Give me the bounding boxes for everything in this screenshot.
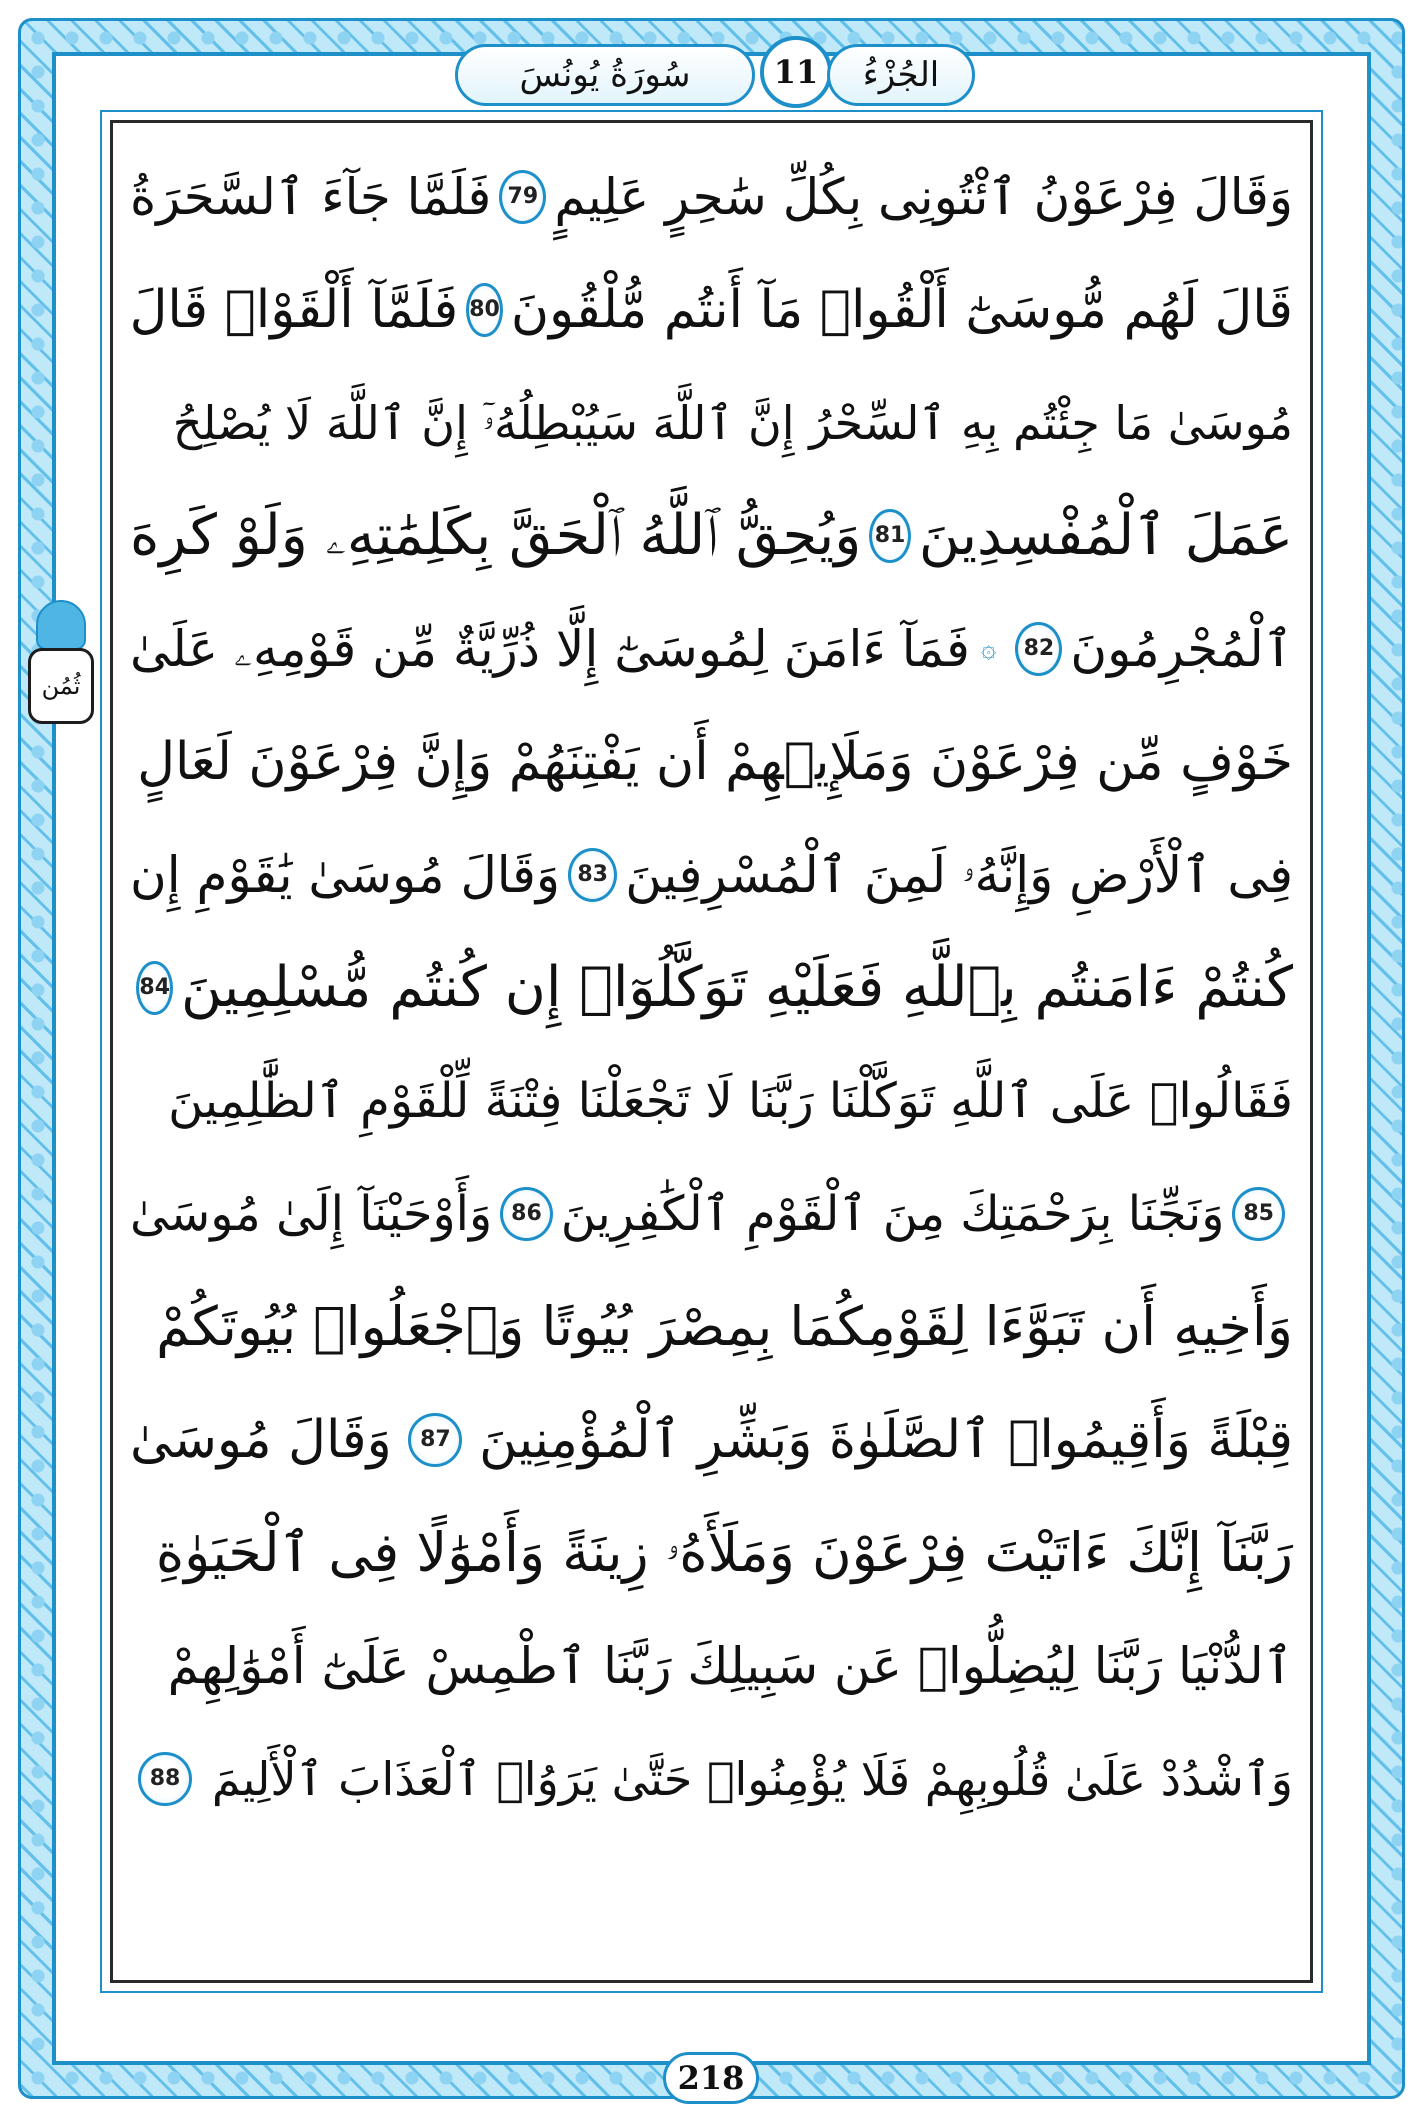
text-line bbox=[130, 1270, 1293, 1383]
ayah-number-marker: 83 bbox=[568, 848, 617, 902]
ayah-text: فَمَآ ءَامَنَ لِمُوسَىٰٓ إِلَّا ذُرِّيَّةٌ مِّن قَوْمِهِۦ عَلَىٰ bbox=[130, 619, 970, 678]
ayah-number-marker: 84 bbox=[136, 961, 173, 1015]
ayah-text: كُنتُمْ ءَامَنتُم بِٱللَّهِ فَعَلَيْهِ تَوَكَّلُوٓا۟ إِن كُنتُم مُّسْلِمِينَ bbox=[181, 954, 1293, 1020]
ayah-number-marker: 87 bbox=[408, 1413, 462, 1467]
ayah-text: وَأَخِيهِ أَن تَبَوَّءَا لِقَوْمِكُمَا بِمِصْرَ بُيُوتًا وَٱجْعَلُوا۟ بُيُوتَكُمْ bbox=[156, 1294, 1293, 1358]
text-line bbox=[130, 1044, 1293, 1157]
text-line bbox=[130, 1609, 1293, 1722]
quran-text-body bbox=[130, 140, 1293, 1835]
page-number: 218 bbox=[663, 2052, 759, 2104]
dome-ornament-icon bbox=[36, 600, 86, 650]
ayah-text: ٱلدُّنْيَا رَبَّنَا لِيُضِلُّوا۟ عَن سَبِيلِكَ رَبَّنَا ٱطْمِسْ عَلَىٰٓ أَمْوَٰلِهِمْ bbox=[167, 1636, 1293, 1695]
ayah-text: وَقَالَ مُوسَىٰ يَٰقَوْمِ إِن bbox=[130, 845, 561, 904]
ayah-number-marker: 85 bbox=[1232, 1187, 1285, 1241]
ayah-text: مُوسَىٰ مَا جِئْتُم بِهِ ٱلسِّحْرُ إِنَّ ٱللَّهَ سَيُبْطِلُهُۥٓ إِنَّ ٱللَّهَ لَا يُصْلِحُ bbox=[172, 395, 1293, 450]
ayah-text: عَمَلَ ٱلْمُفْسِدِينَ bbox=[918, 502, 1293, 568]
ayah-number-marker: 81 bbox=[869, 509, 911, 563]
ayah-text: وَقَالَ فِرْعَوْنُ ٱئْتُونِى بِكُلِّ سَٰحِرٍ عَلِيمٍ bbox=[554, 167, 1293, 226]
ayah-text: فَلَمَّآ أَلْقَوْا۟ قَالَ bbox=[129, 279, 459, 340]
juz-number-badge: 11 bbox=[760, 36, 832, 108]
ayah-text: رَبَّنَآ إِنَّكَ ءَاتَيْتَ فِرْعَوْنَ وَمَلَأَهُۥ زِينَةً وَأَمْوَٰلًا فِى ٱلْحَيَوٰةِ bbox=[155, 1520, 1293, 1584]
ayah-text: ٱلْمُجْرِمُونَ bbox=[1070, 619, 1293, 678]
ayah-number-marker: 88 bbox=[138, 1752, 192, 1806]
ayah-text: وَقَالَ مُوسَىٰ bbox=[130, 1409, 392, 1470]
text-line bbox=[130, 931, 1293, 1044]
text-line bbox=[130, 705, 1293, 818]
juz-label: الجُزْءُ bbox=[827, 44, 975, 106]
text-line bbox=[130, 1496, 1293, 1609]
ayah-text: قِبْلَةً وَأَقِيمُوا۟ ٱلصَّلَوٰةَ وَبَشِّرِ ٱلْمُؤْمِنِينَ bbox=[479, 1409, 1293, 1470]
ayah-number-marker: 80 bbox=[466, 283, 503, 337]
text-line bbox=[130, 592, 1293, 705]
rub-el-hizb-icon: ۞ bbox=[981, 633, 997, 664]
page-header bbox=[455, 36, 975, 116]
ayah-text: وَأَوْحَيْنَآ إِلَىٰ مُوسَىٰ bbox=[130, 1185, 493, 1242]
ayah-text: خَوْفٍ مِّن فِرْعَوْنَ وَمَلَإِي۟هِمْ أَن يَفْتِنَهُمْ وَإِنَّ فِرْعَوْنَ لَعَالٍ bbox=[137, 731, 1293, 792]
text-line bbox=[130, 1722, 1293, 1835]
text-line bbox=[130, 479, 1293, 592]
text-line bbox=[130, 140, 1293, 253]
text-line bbox=[130, 818, 1293, 931]
ayah-text: فِى ٱلْأَرْضِ وَإِنَّهُۥ لَمِنَ ٱلْمُسْرِفِينَ bbox=[625, 845, 1293, 904]
ayah-number-marker: 79 bbox=[499, 170, 546, 224]
text-line bbox=[130, 1157, 1293, 1270]
thumun-label: ثُمُن bbox=[28, 648, 94, 724]
surah-name-label: سُورَةُ يُونُسَ bbox=[455, 44, 755, 106]
ayah-text: وَٱشْدُدْ عَلَىٰ قُلُوبِهِمْ فَلَا يُؤْمِنُوا۟ حَتَّىٰ يَرَوُا۟ ٱلْعَذَابَ ٱلْأَلِيمَ bbox=[211, 1751, 1293, 1806]
ayah-text: وَنَجِّنَا بِرَحْمَتِكَ مِنَ ٱلْقَوْمِ ٱلْكَٰفِرِينَ bbox=[560, 1185, 1225, 1242]
text-line bbox=[130, 366, 1293, 479]
ayah-text: فَلَمَّا جَآءَ ٱلسَّحَرَةُ bbox=[130, 167, 492, 226]
ayah-number-marker: 82 bbox=[1015, 622, 1062, 676]
ayah-text: قَالَ لَهُم مُّوسَىٰٓ أَلْقُوا۟ مَآ أَنتُم مُّلْقُونَ bbox=[510, 279, 1293, 340]
text-line bbox=[130, 253, 1293, 366]
ayah-number-marker: 86 bbox=[500, 1187, 553, 1241]
ayah-text: فَقَالُوا۟ عَلَى ٱللَّهِ تَوَكَّلْنَا رَبَّنَا لَا تَجْعَلْنَا فِتْنَةً لِّلْقَوْمِ ٱلظَّٰلِمِينَ bbox=[168, 1072, 1293, 1129]
thumun-marker bbox=[24, 600, 98, 730]
text-line bbox=[130, 1383, 1293, 1496]
ayah-text: وَيُحِقُّ ٱللَّهُ ٱلْحَقَّ بِكَلِمَٰتِهِۦ وَلَوْ كَرِهَ bbox=[130, 502, 862, 568]
